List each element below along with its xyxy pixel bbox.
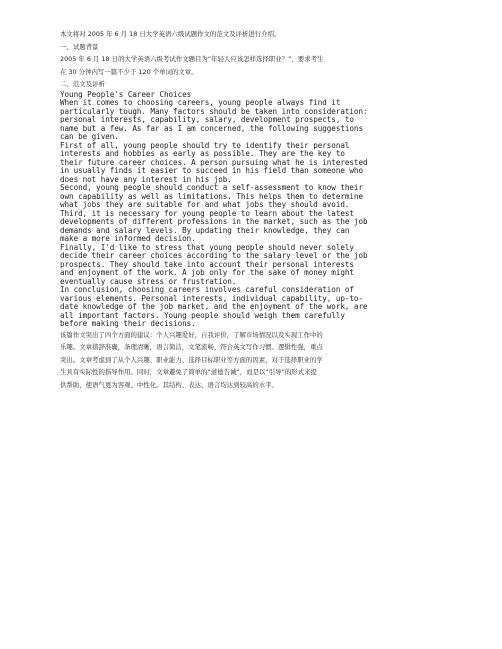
essay-paragraph-2 [60,142,446,185]
essay-line: When it comes to choosing careers, young people always find it [60,98,341,107]
essay-title: Young People's Career Choices [60,89,192,99]
essay-line: demands and salary levels. By updating their knowledge, they can [60,225,350,235]
essay-line: their future career choices. A person pursuing what he is interested [60,157,368,167]
essay-line: before making their decisions. [60,319,196,328]
essay-line: In conclusion, choosing careers involves careful consideration of [60,285,354,294]
essay-line: date knowledge of the job market, and the enjoyment of the work, are [60,302,368,311]
essay-paragraph-4 [60,210,446,244]
intro-line: 本文将对 2005 年 6 月 18 日大学英语六级试题作文的范文及评析进行介绍。 [60,30,281,38]
essay-line: own capability as well as limitations. This helps them to determine [60,191,363,201]
essay-line: interests and hobbies as early as possible. They are the key to [60,149,345,158]
commentary-line: 突出。文章考虑到了从个人兴趣、职业能力、选择目标职业等方面的因素，对于选择职业的学 [60,355,323,364]
section1-line: 2005 年 6 月 18 日的大学英语六级考试作文题目为“年轻人应该怎样选择职业？”，要求考生 [60,55,324,63]
section2-heading: 二、范文及评析 [60,80,105,88]
intro-block [60,28,446,91]
essay-paragraph-6 [60,286,446,329]
essay-line: does not have any interest in his job. [60,174,232,184]
essay-line: eventually cause stress or frustration. [60,276,237,286]
essay-line: developments of different professions in the market, such as the job [60,217,368,226]
essay-line: make a more informed decision. [60,234,196,243]
essay-line: First of all, young people should try to identify their personal [60,140,350,150]
commentary-line: 该篇作文突出了四个方面的建议：个人兴趣爱好，自我评价，了解市场情况以及实现工作中的 [60,330,323,339]
document-body [60,28,446,391]
essay-line: and enjoyment of the work. A job only for the sake of money might [60,268,354,277]
essay-line: can be given. [60,132,119,141]
essay-paragraph-1 [60,99,446,142]
essay-line: prospects. They should take into account their personal interests [60,259,354,269]
essay-line: Third, it is necessary for young people to learn about the latest [60,208,354,218]
essay-line: Finally, I'd like to stress that young people should never solely [60,242,354,252]
commentary-block [60,329,446,392]
essay [60,91,446,329]
essay-line: all important factors. Young people should weigh them carefully [60,310,345,320]
commentary-line: 生具有实际性的指导作用。同时，文章避免了简单的“道德告诫”，而是以“引导”的形式来提 [60,368,317,376]
section1-heading: 一、试题背景 [60,42,99,51]
section1-line: 在 30 分钟内写一篇不少于 120 个单词的文章。 [60,67,198,76]
commentary-line: 乐趣。文章措辞准确，条理清晰，语言简洁，文笔流畅，符合英文写作习惯。逻辑性强，重点 [60,343,323,351]
essay-line: decide their career choices according to the salary level or the job [60,251,368,260]
essay-line: name but a few. As far as I am concerned, the following suggestions [60,123,363,133]
essay-line: various elements. Personal interests, individual capability, up-to- [60,293,363,303]
essay-line: what jobs they are suitable for and what jobs they should avoid. [60,200,350,209]
commentary-line: 供帮助，使语气更为客观、中性化。其结构、表达、语言均达到较高的水平。 [60,380,278,389]
essay-paragraph-5 [60,244,446,287]
essay-line: personal interests, capability, salary, development prospects, to [60,115,354,124]
essay-line: particularly tough. Many factors should be taken into consideration: [60,106,368,116]
essay-paragraph-3 [60,184,446,210]
essay-line: Second, young people should conduct a self-assessment to know their [60,183,363,192]
essay-line: in usually finds it easier to succeed in his field than someone who [60,166,363,175]
